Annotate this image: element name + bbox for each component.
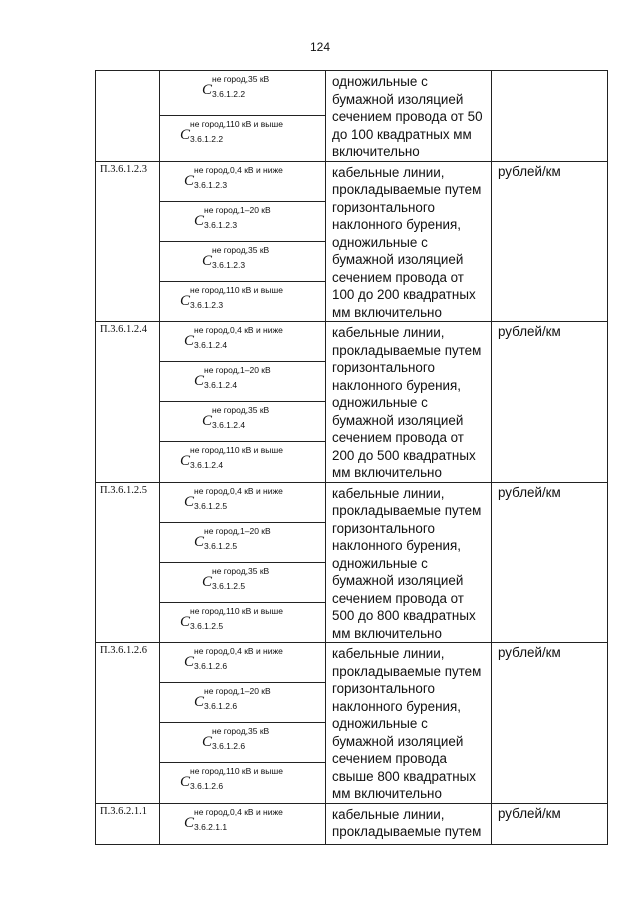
formula-symbol: C [180, 613, 191, 630]
code-cell: П.3.6.1.2.4 [96, 322, 160, 483]
formula-superscript: не город,35 кВ [212, 726, 270, 737]
code-cell: П.3.6.1.2.3 [96, 161, 160, 322]
formula-subscript: 3.6.1.2.5 [204, 540, 238, 551]
formula-superscript: не город,35 кВ [212, 244, 270, 255]
formula-cell [160, 803, 326, 844]
formula-cell [160, 763, 326, 803]
formula-superscript: не город,110 кВ и выше [190, 605, 283, 616]
formula-superscript: не город,0,4 кВ и ниже [194, 164, 283, 175]
formula-cell [160, 723, 326, 763]
formula-subscript: 3.6.1.2.4 [190, 460, 224, 471]
formula-superscript: не город,1–20 кВ [204, 204, 271, 215]
formula-symbol: C [180, 774, 191, 791]
unit-cell: рублей/км [492, 322, 608, 483]
formula-subscript: 3.6.2.1.1 [194, 821, 228, 832]
formula-subscript: 3.6.1.2.3 [190, 299, 224, 310]
formula-superscript: не город,0,4 кВ и ниже [194, 806, 283, 817]
formula-symbol: C [180, 292, 191, 309]
formula [160, 603, 325, 640]
formula-superscript: не город,110 кВ и выше [190, 766, 283, 777]
formula-subscript: 3.6.1.2.3 [194, 179, 228, 190]
formula-cell [160, 562, 326, 602]
formula-symbol: C [180, 127, 191, 144]
tariff-table [95, 70, 608, 845]
formula-symbol: C [184, 654, 195, 670]
formula-cell [160, 201, 326, 241]
unit-cell [492, 71, 608, 162]
formula [160, 442, 325, 479]
formula-superscript: не город,110 кВ и выше [190, 445, 283, 456]
code-cell: П.3.6.1.2.5 [96, 482, 160, 643]
formula [160, 563, 325, 600]
description-cell: кабельные линии, прокладываемые путем горизонтального наклонного бурения, одножильные с бумажной изоляцией сечением провода от 200 до 500 квадратных мм включительно [326, 322, 492, 483]
formula [160, 523, 325, 560]
unit-cell: рублей/км [492, 803, 608, 844]
formula-symbol: C [202, 82, 213, 98]
formula-superscript: не город,35 кВ [212, 74, 270, 84]
table-row [96, 803, 608, 844]
formula-subscript: 3.6.1.2.6 [194, 661, 228, 671]
formula [160, 804, 325, 841]
formula [160, 643, 325, 680]
formula-symbol: C [184, 172, 195, 189]
formula-symbol: C [202, 734, 213, 751]
formula-cell [160, 116, 326, 161]
formula-superscript: не город,35 кВ [212, 565, 270, 576]
formula-superscript: не город,1–20 кВ [204, 525, 271, 536]
formula-cell [160, 643, 326, 683]
formula [160, 116, 325, 153]
formula [160, 202, 325, 239]
code-cell [96, 71, 160, 162]
table-row [96, 322, 608, 362]
formula-cell [160, 683, 326, 723]
code-cell: П.3.6.1.2.6 [96, 643, 160, 804]
formula [160, 282, 325, 319]
formula-symbol: C [202, 573, 213, 590]
code-cell: П.3.6.2.1.1 [96, 803, 160, 844]
formula-symbol: C [180, 453, 191, 470]
formula-subscript: 3.6.1.2.4 [204, 380, 238, 391]
description-cell: одножильные с бумажной изоляцией сечением провода от 50 до 100 квадратных мм включительно [326, 71, 492, 162]
page-number: 124 [309, 40, 331, 54]
formula-cell [160, 241, 326, 281]
unit-cell: рублей/км [492, 161, 608, 322]
formula-symbol: C [194, 694, 205, 711]
formula [160, 71, 325, 108]
formula-superscript: не город,1–20 кВ [204, 365, 271, 376]
formula-subscript: 3.6.1.2.2 [212, 89, 246, 99]
formula-cell [160, 442, 326, 482]
formula-superscript: не город,110 кВ и выше [190, 284, 283, 295]
formula-subscript: 3.6.1.2.4 [212, 420, 246, 431]
formula-cell [160, 71, 326, 116]
formula-cell [160, 161, 326, 201]
formula-symbol: C [202, 252, 213, 269]
formula-superscript: не город,0,4 кВ и ниже [194, 646, 283, 656]
formula-cell [160, 522, 326, 562]
formula [160, 402, 325, 439]
formula [160, 683, 325, 720]
formula-symbol: C [194, 212, 205, 229]
formula-cell [160, 362, 326, 402]
formula-symbol: C [202, 413, 213, 430]
formula-superscript: не город,0,4 кВ и ниже [194, 485, 283, 496]
formula [160, 162, 325, 199]
formula-subscript: 3.6.1.2.6 [212, 741, 246, 752]
formula-cell [160, 322, 326, 362]
formula-symbol: C [184, 333, 195, 349]
formula-symbol: C [184, 814, 195, 831]
description-cell: кабельные линии, прокладываемые путем горизонтального наклонного бурения, одножильные с бумажной изоляцией сечением провода от 100 до 200 квадратных мм включительно [326, 161, 492, 322]
unit-cell: рублей/км [492, 482, 608, 643]
formula [160, 763, 325, 800]
formula-subscript: 3.6.1.2.5 [194, 500, 228, 511]
formula-subscript: 3.6.1.2.5 [190, 620, 224, 631]
formula-subscript: 3.6.1.2.4 [194, 340, 228, 350]
formula-subscript: 3.6.1.2.3 [204, 219, 238, 230]
formula-cell [160, 281, 326, 321]
formula-subscript: 3.6.1.2.3 [212, 259, 246, 270]
formula-subscript: 3.6.1.2.5 [212, 580, 246, 591]
formula [160, 723, 325, 760]
table-row [96, 482, 608, 522]
formula [160, 322, 325, 359]
description-cell: кабельные линии, прокладываемые путем горизонтального наклонного бурения, одножильные с бумажной изоляцией сечением провода свыше 800 квадратных мм включительно [326, 643, 492, 804]
formula-cell [160, 402, 326, 442]
formula-superscript: не город,0,4 кВ и ниже [194, 325, 283, 335]
formula [160, 242, 325, 279]
formula-cell [160, 482, 326, 522]
formula-superscript: не город,35 кВ [212, 405, 270, 416]
formula [160, 362, 325, 399]
formula-subscript: 3.6.1.2.6 [190, 781, 224, 792]
formula-subscript: 3.6.1.2.6 [204, 701, 238, 712]
description-cell: кабельные линии, прокладываемые путем горизонтального наклонного бурения, одножильные с бумажной изоляцией сечением провода от 500 до 800 квадратных мм включительно [326, 482, 492, 643]
formula-symbol: C [194, 373, 205, 390]
table-row [96, 161, 608, 201]
formula-subscript: 3.6.1.2.2 [190, 134, 224, 145]
formula-cell [160, 602, 326, 642]
table-row [96, 643, 608, 683]
unit-cell: рублей/км [492, 643, 608, 804]
table-row [96, 71, 608, 116]
formula-superscript: не город,110 кВ и выше [190, 119, 283, 130]
formula [160, 483, 325, 520]
formula-superscript: не город,1–20 кВ [204, 686, 271, 697]
description-cell: кабельные линии, прокладываемые путем [326, 803, 492, 844]
formula-symbol: C [194, 533, 205, 550]
formula-symbol: C [184, 493, 195, 510]
